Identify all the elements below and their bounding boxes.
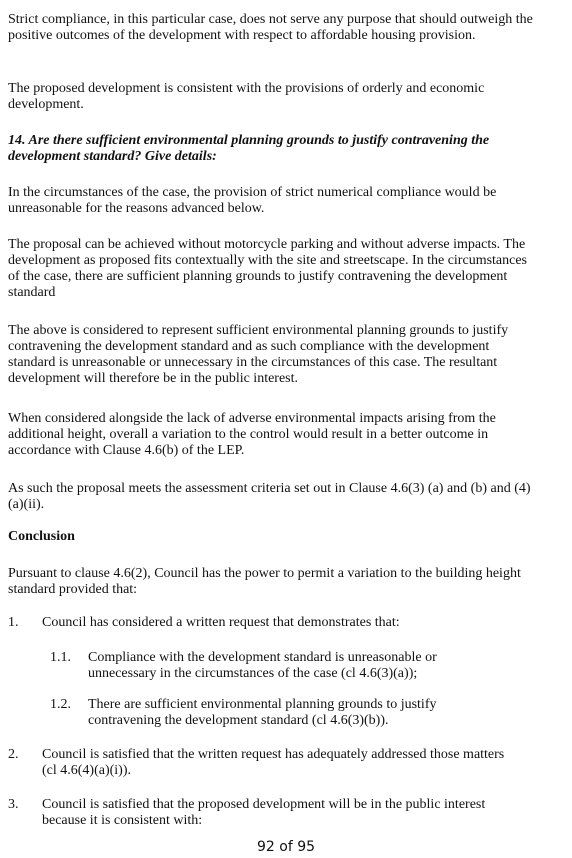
- list-number: 1.: [8, 615, 19, 630]
- paragraph-motorcycle-parking: The proposal can be achieved without motorcycle parking and without adverse impacts. The development as proposed fits contextually with the site and streetscape. In the circumstances of the case, there are sufficient planning grounds to justify contravening the development standard: [8, 237, 528, 300]
- list-text: Compliance with the development standard is unreasonable or unnecessary in the circumstances of the case (cl 4.6(3)(a));: [88, 650, 437, 681]
- list-number: 3.: [8, 797, 19, 812]
- list-number: 1.1.: [50, 650, 71, 665]
- question-heading: 14. Are there sufficient environmental planning grounds to justify contravening the development standard? Give details:: [8, 133, 490, 164]
- paragraph-pursuant-clause: Pursuant to clause 4.6(2), Council has the power to permit a variation to the building height standard provided that:: [8, 566, 521, 597]
- paragraph-sufficient-grounds: The above is considered to represent sufficient environmental planning grounds to justify contravening the development standard and as such compliance with the development standard is unreasonable or unnecessary in the circumstances of this case. The resultant development will therefore be in the public interest.: [8, 323, 509, 386]
- page-number: 92 of 95: [256, 839, 316, 855]
- list-number: 2.: [8, 747, 19, 762]
- paragraph-orderly-development: The proposed development is consistent with the provisions of orderly and economic development.: [8, 81, 485, 112]
- list-text: Council is satisfied that the proposed development will be in the public interest because it is consistent with:: [42, 797, 486, 828]
- conclusion-heading: Conclusion: [8, 529, 75, 544]
- list-text: Council is satisfied that the written request has adequately addressed those matters (cl 4.6(4)(a)(i)).: [42, 747, 505, 778]
- paragraph-strict-compliance: Strict compliance, in this particular case, does not serve any purpose that should outweigh the positive outcomes of the development with respect to affordable housing provision.: [8, 12, 533, 43]
- list-number: 1.2.: [50, 697, 71, 712]
- list-text: Council has considered a written request that demonstrates that:: [42, 615, 400, 630]
- list-text: There are sufficient environmental planning grounds to justify contravening the development standard (cl 4.6(3)(b)).: [88, 697, 437, 728]
- paragraph-numerical-compliance: In the circumstances of the case, the provision of strict numerical compliance would be unreasonable for the reasons advanced below.: [8, 185, 497, 216]
- paragraph-adverse-impacts: When considered alongside the lack of adverse environmental impacts arising from the additional height, overall a variation to the control would result in a better outcome in accordance with Clause 4.6(b) of the LEP.: [8, 411, 496, 458]
- paragraph-assessment-criteria: As such the proposal meets the assessment criteria set out in Clause 4.6(3) (a) and (b) and (4)(a)(ii).: [8, 481, 531, 512]
